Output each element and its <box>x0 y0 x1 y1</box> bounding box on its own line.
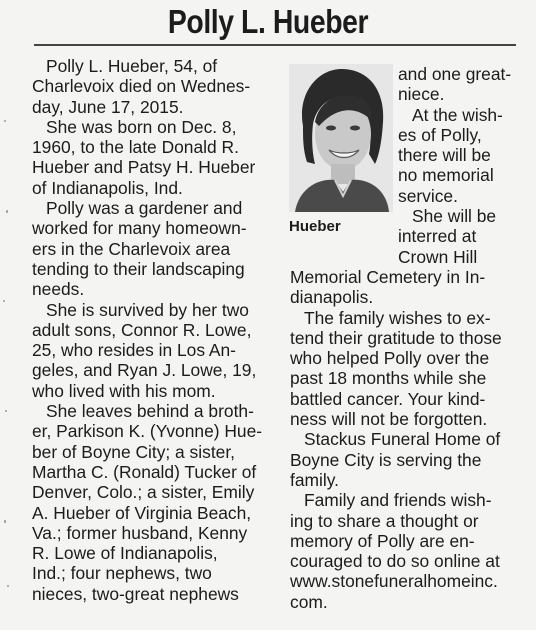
text-line: no memorial <box>398 165 494 186</box>
text-line: niece. <box>398 84 445 105</box>
scan-speck <box>4 520 6 523</box>
text-line: service. <box>398 185 458 206</box>
text-line: Crown Hill <box>398 246 478 267</box>
text-line: Hueber and Patsy H. Hueber <box>32 157 256 178</box>
text-line: At the wish- <box>412 104 503 125</box>
text-line: tending to their landscaping <box>32 258 245 279</box>
text-line: day, June 17, 2015. <box>32 96 184 117</box>
text-line: Martha C. (Ronald) Tucker of <box>32 461 257 482</box>
text-line: 1960, to the late Donald R. <box>32 137 239 158</box>
text-line: She was born on Dec. 8, <box>46 116 237 137</box>
text-line: www.stonefuneralhomeinc. <box>290 571 498 592</box>
text-line: geles, and Ryan J. Lowe, 19, <box>32 360 257 381</box>
right-column-top <box>398 64 528 267</box>
text-line: Ind.; four nephews, two <box>32 563 212 584</box>
text-line: Va.; former husband, Kenny <box>32 522 248 543</box>
scan-speck <box>5 410 7 412</box>
text-line: She will be <box>412 206 497 227</box>
text-line: 25, who resides in Los An- <box>32 340 236 361</box>
text-line: there will be <box>398 145 491 166</box>
scan-speck <box>7 585 9 587</box>
text-line: Memorial Cemetery in In- <box>290 267 486 287</box>
text-line: battled cancer. Your kind- <box>290 388 486 409</box>
text-line: worked for many homeown- <box>32 218 247 239</box>
portrait-photo <box>289 64 393 212</box>
left-column <box>32 56 282 604</box>
scan-speck <box>3 300 5 302</box>
portrait-image <box>289 64 393 212</box>
text-line: dianapolis. <box>290 287 374 308</box>
text-line: Polly was a gardener and <box>46 198 243 219</box>
text-line: nieces, two-great nephews <box>32 583 239 604</box>
text-line: memory of Polly are en- <box>290 530 475 551</box>
text-line: She leaves behind a broth- <box>46 401 254 422</box>
text-line: Family and friends wish- <box>304 490 492 511</box>
text-line: A. Hueber of Virginia Beach, <box>32 502 252 523</box>
text-line: family. <box>290 469 339 490</box>
text-line: Polly L. Hueber, 54, of <box>46 56 218 76</box>
right-column-bottom <box>290 267 530 612</box>
text-line: who helped Polly over the <box>290 348 490 369</box>
scan-speck <box>4 120 6 122</box>
text-line: who lived with his mom. <box>32 380 216 401</box>
text-line: and one great- <box>398 64 512 84</box>
text-line: tend their gratitude to those <box>290 327 502 348</box>
text-line: couraged to do so online at <box>290 551 500 572</box>
headline: Polly L. Hueber <box>167 3 369 40</box>
text-line: ber of Boyne City; a sister, <box>32 441 235 462</box>
photo-caption: Hueber <box>289 218 341 235</box>
text-line: interred at <box>398 226 477 247</box>
text-line: Boyne City is serving the <box>290 449 482 470</box>
text-line: adult sons, Connor R. Lowe, <box>32 319 252 340</box>
scan-speck <box>6 210 8 213</box>
text-line: er, Parkison K. (Yvonne) Hue- <box>32 421 263 442</box>
text-line: past 18 months while she <box>290 368 487 389</box>
text-line: Charlevoix died on Wednes- <box>32 76 251 97</box>
text-line: Stackus Funeral Home of <box>304 429 501 450</box>
text-line: ness will not be forgotten. <box>290 409 488 430</box>
text-line: She is survived by her two <box>46 299 249 320</box>
text-line: The family wishes to ex- <box>304 307 491 328</box>
text-line: ers in the Charlevoix area <box>32 238 231 259</box>
text-line: Denver, Colo.; a sister, Emily <box>32 482 255 503</box>
text-line: es of Polly, <box>398 124 482 145</box>
text-line: R. Lowe of Indianapolis, <box>32 543 218 564</box>
text-line: ing to share a thought or <box>290 510 479 531</box>
headline-rule <box>34 44 516 46</box>
text-line: needs. <box>32 279 85 300</box>
text-line: of Indianapolis, Ind. <box>32 177 183 198</box>
text-line: com. <box>290 591 328 612</box>
